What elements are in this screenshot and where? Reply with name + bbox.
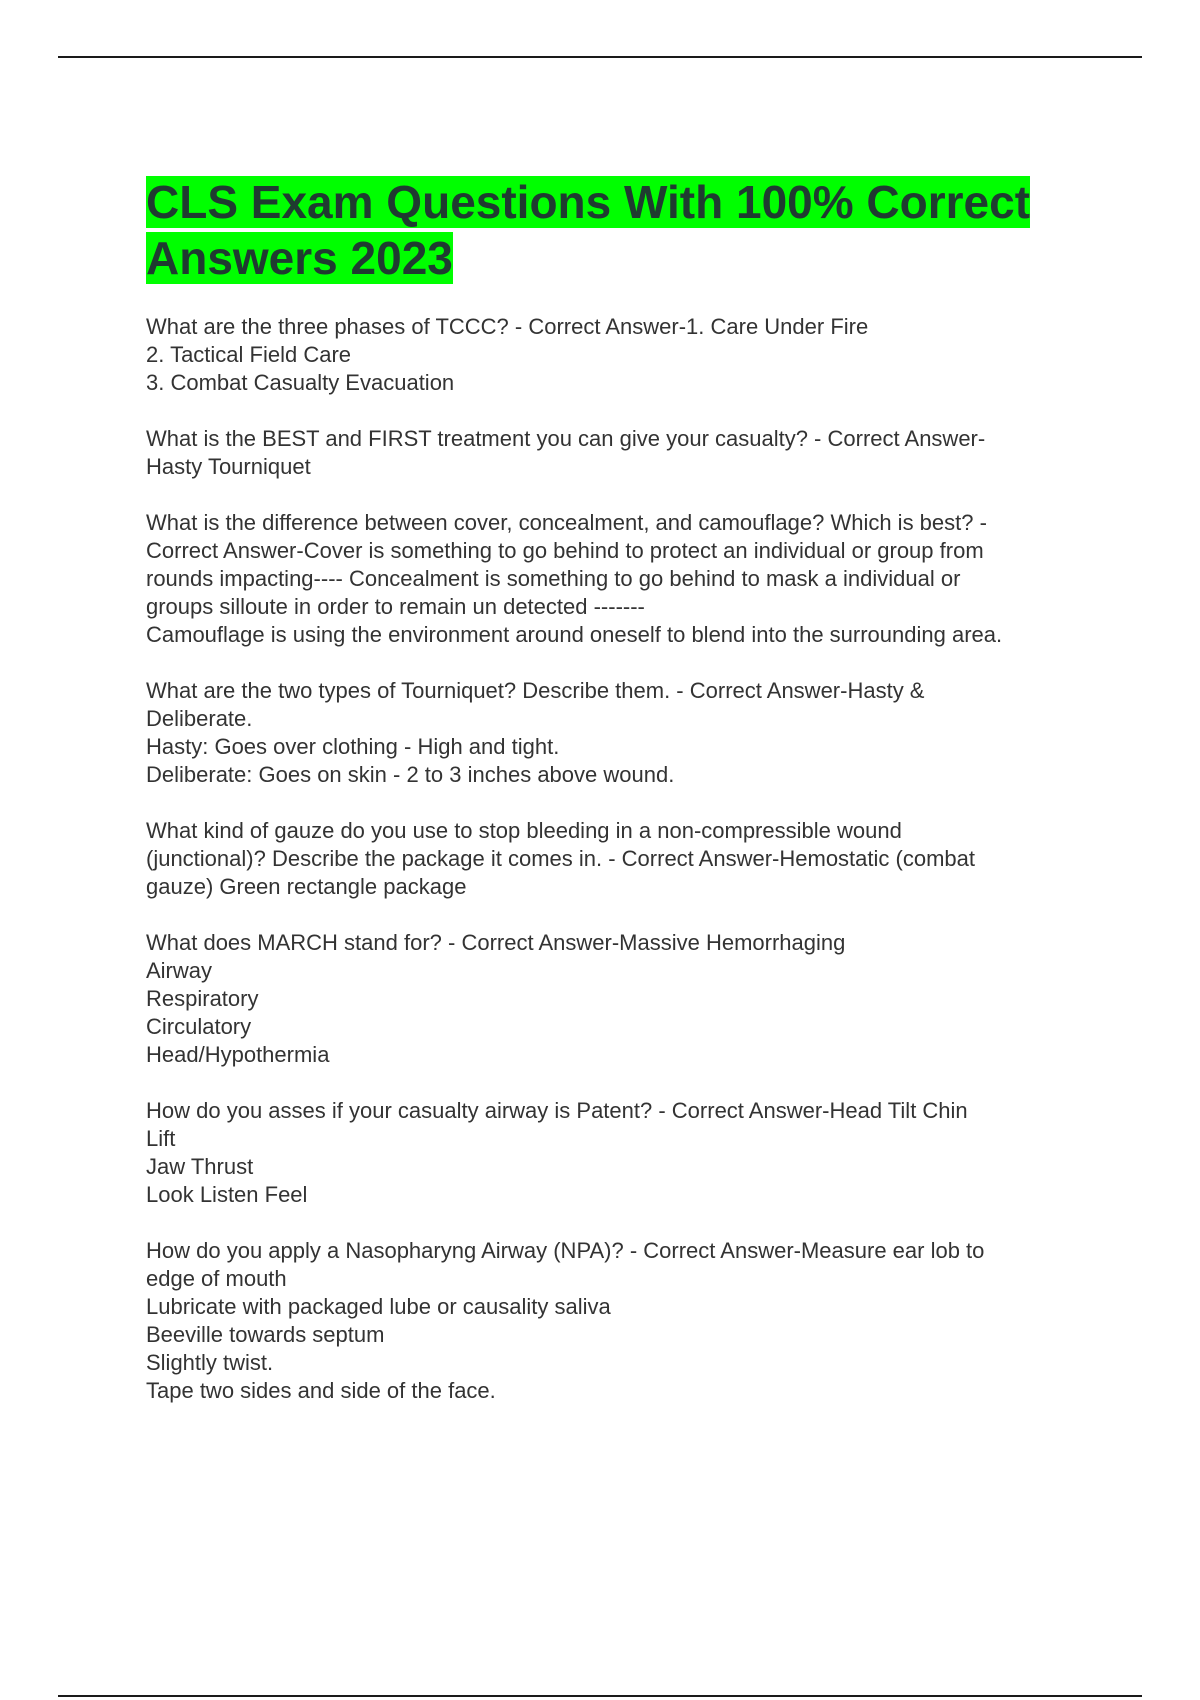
document-body <box>146 174 1090 1433</box>
text-line: gauze) Green rectangle package <box>146 874 467 899</box>
text-line: groups silloute in order to remain un detected ------- <box>146 594 645 619</box>
text-line: How do you asses if your casualty airway is Patent? - Correct Answer-Head Tilt Chin <box>146 1098 968 1123</box>
qa-block-first-treatment <box>146 425 1090 481</box>
text-line: What is the difference between cover, concealment, and camouflage? Which is best? - <box>146 510 987 535</box>
title-line-1: CLS Exam Questions With 100% Correct <box>146 176 1031 228</box>
qa-block-airway-patent <box>146 1097 1090 1209</box>
text-line: What does MARCH stand for? - Correct Answer-Massive Hemorrhaging <box>146 930 846 955</box>
text-line: Jaw Thrust <box>146 1154 254 1179</box>
text-line: Tape two sides and side of the face. <box>146 1378 496 1403</box>
text-line: Airway <box>146 958 213 983</box>
document-title <box>146 174 1090 286</box>
text-line: What kind of gauze do you use to stop bleeding in a non-compressible wound <box>146 818 902 843</box>
top-rule <box>58 56 1142 58</box>
text-line: Look Listen Feel <box>146 1182 308 1207</box>
text-line: Lubricate with packaged lube or causality saliva <box>146 1294 611 1319</box>
qa-block-gauze <box>146 817 1090 901</box>
text-line: Head/Hypothermia <box>146 1042 330 1067</box>
text-line: Circulatory <box>146 1014 252 1039</box>
title-line-2: Answers 2023 <box>146 232 453 284</box>
text-line: Hasty: Goes over clothing - High and tight. <box>146 734 560 759</box>
text-line: Respiratory <box>146 986 259 1011</box>
text-line: Hasty Tourniquet <box>146 454 311 479</box>
text-line: What are the two types of Tourniquet? Describe them. - Correct Answer-Hasty & <box>146 678 925 703</box>
text-line: 2. Tactical Field Care <box>146 342 352 367</box>
text-line: Lift <box>146 1126 176 1151</box>
text-line: What are the three phases of TCCC? - Correct Answer-1. Care Under Fire <box>146 314 869 339</box>
text-line: Slightly twist. <box>146 1350 274 1375</box>
qa-block-cover-concealment <box>146 509 1090 649</box>
text-line: Camouflage is using the environment around oneself to blend into the surrounding area. <box>146 622 1003 647</box>
qa-block-march <box>146 929 1090 1069</box>
text-line: Correct Answer-Cover is something to go behind to protect an individual or group from <box>146 538 984 563</box>
text-line: Beeville towards septum <box>146 1322 385 1347</box>
qa-block-npa <box>146 1237 1090 1405</box>
text-line: Deliberate: Goes on skin - 2 to 3 inches above wound. <box>146 762 675 787</box>
text-line: rounds impacting---- Concealment is something to go behind to mask a individual or <box>146 566 961 591</box>
qa-block-tourniquet-types <box>146 677 1090 789</box>
text-line: 3. Combat Casualty Evacuation <box>146 370 455 395</box>
text-line: What is the BEST and FIRST treatment you can give your casualty? - Correct Answer- <box>146 426 986 451</box>
text-line: edge of mouth <box>146 1266 287 1291</box>
qa-block-tccc-phases <box>146 313 1090 397</box>
text-line: How do you apply a Nasopharyng Airway (NPA)? - Correct Answer-Measure ear lob to <box>146 1238 985 1263</box>
text-line: (junctional)? Describe the package it comes in. - Correct Answer-Hemostatic (combat <box>146 846 975 871</box>
bottom-rule <box>58 1695 1142 1697</box>
text-line: Deliberate. <box>146 706 253 731</box>
